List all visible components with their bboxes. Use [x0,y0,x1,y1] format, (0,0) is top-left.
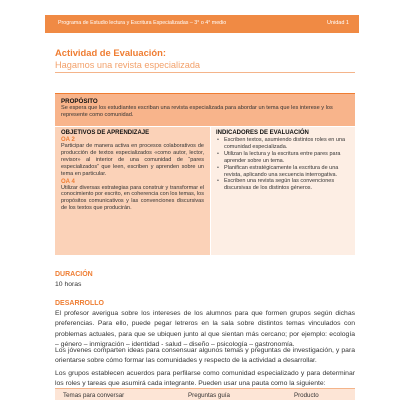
development-paragraph: El profesor averigua sobre los intereses de los alumnos para que formen grupos según dichas preferencias. Para ello, puede pegar letreros en la sala sobre distintos temas vinculados con problemas actuales, para que se ubiquen junto al que sientan más cercano; por ejemplo: ecología – género – inmigración – identidad - salud – diseño – psicología – gastronomía. [55,310,355,349]
guide-table-header [55,388,355,400]
table-column-header: Preguntas guía [188,392,230,399]
objective-text: Participar de manera activa en procesos colaborativos de producción de textos especializados «como autor, lector, revisor» al interior de una comunidad de “pares especializados” que leen, escriben y aprenden sobre un tema en particular. [61,143,204,177]
objective-code: OA 2 [61,137,75,143]
program-title: Programa de Estudio lectura y Escritura Especializadas – 3° o 4° medio [58,20,227,26]
purpose-text: Se espera que los estudiantes escriban una revista especializada para abordar un tema que les interese y los represente como comunidad. [61,105,333,119]
indicator-item: • Utilizan la lectura y la escritura entre pares para aprender sobre un tema. [216,151,351,165]
indicators-box [211,127,355,255]
development-paragraph: Los grupos establecen acuerdos para perfilarse como comunidad especializado y para determinar los roles y tareas que asumirá cada integrante. Pueden usar una pauta como la siguiente: [55,370,355,388]
indicator-item: • Planifican estratégicamente la escritura de una revista, aplicando una secuencia interrogativa. [216,165,351,179]
purpose-heading: PROPÓSITO [61,98,98,105]
activity-subtitle: Hagamos una revista especializada [55,60,201,70]
table-column-header: Producto [293,392,319,399]
indicator-item: • Escriben una revista según las convenciones discursivas de los distintos géneros. [216,178,351,192]
development-heading: DESARROLLO [55,300,104,307]
objective-code: OA 4 [61,178,75,185]
duration-value: 10 horas [55,281,82,288]
development-paragraph: Los jóvenes comparten ideas para consensuar algunos temas y preguntas de investigación, y para orientarse sobre cómo formar las comunidades y respecto de la actividad a desarrollar. [55,347,355,365]
title-divider [55,72,355,73]
objectives-heading: OBJETIVOS DE APRENDIZAJE [61,130,150,136]
objective-text: Utilizar diversas estrategias para construir y transformar el conocimiento por escrito, en coherencia con los temas, los propósitos comunicativos y las convenciones discursivas de los textos que producirán. [61,184,204,212]
purpose-box [55,93,355,126]
title-block [55,47,355,70]
indicators-heading: INDICADORES DE EVALUACIÓN [216,130,309,136]
header-bar [45,15,359,33]
indicators-list [216,137,351,192]
indicator-item: • Escriben textos, asumiendo distintos roles en una comunidad especializada. [216,137,351,151]
objectives-box [55,127,210,255]
unit-label: Unidad 1 [326,20,349,26]
table-column-header: Temas para conversar [63,392,125,399]
duration-heading: DURACIÓN [55,271,93,278]
activity-heading: Actividad de Evaluación: [55,47,166,58]
